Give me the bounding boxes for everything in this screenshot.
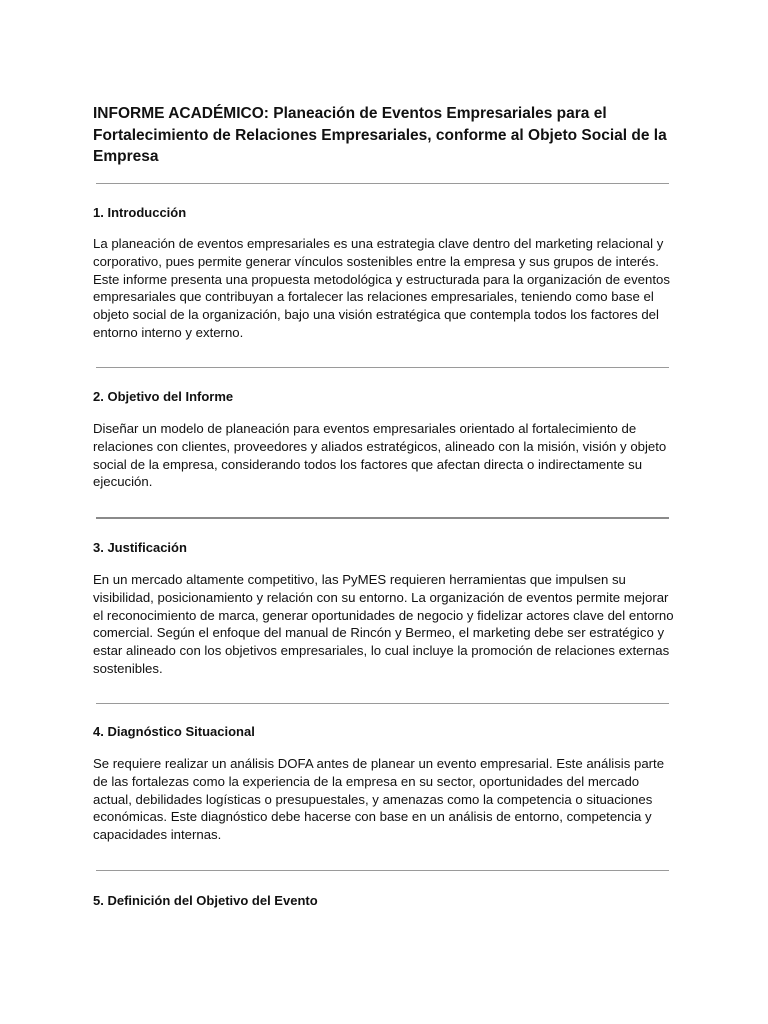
- section-heading-introduccion: 1. Introducción: [93, 205, 187, 220]
- section-heading-objetivo: 2. Objetivo del Informe: [93, 389, 234, 404]
- section-heading-justificacion: 3. Justificación: [93, 540, 187, 555]
- section-divider: [96, 870, 669, 871]
- section-body-diagnostico: Se requiere realizar un análisis DOFA antes de planear un evento empresarial. Este análisis parte de las fortalezas como la experiencia de la empresa en su sector, oportunidades del mercado actual, debilidades logísticas o presupuestales, y amenazas como la competencia o situaciones económicas. Este diagnóstico debe hacerse con base en un análisis de entorno, competencia y capacidades internas.: [93, 756, 665, 843]
- section-heading-definicion-objetivo: 5. Definición del Objetivo del Evento: [93, 893, 318, 908]
- section-body-introduccion: La planeación de eventos empresariales es una estrategia clave dentro del marketing relacional y corporativo, pues permite generar vínculos sostenibles entre la empresa y sus grupos de interés. Este informe presenta una propuesta metodológica y estructurada para la organización de eventos empresariales que contribuyan a fortalecer las relaciones empresariales, teniendo como base el objeto social de la organización, bajo una visión estratégica que contempla todos los factores del entorno interno y externo.: [93, 236, 670, 340]
- section-body-objetivo: Diseñar un modelo de planeación para eventos empresariales orientado al fortalecimiento de relaciones con clientes, proveedores y aliados estratégicos, alineado con la misión, visión y objeto social de la empresa, considerando todos los factores que afectan directa o indirectamente su ejecución.: [93, 421, 667, 490]
- section-heading-diagnostico: 4. Diagnóstico Situacional: [93, 724, 255, 739]
- section-divider: [96, 517, 669, 519]
- section-divider: [96, 367, 669, 368]
- section-divider: [96, 703, 669, 704]
- section-divider: [96, 183, 669, 184]
- section-body-justificacion: En un mercado altamente competitivo, las PyMES requieren herramientas que impulsen su visibilidad, posicionamiento y relación con su entorno. La organización de eventos permite mejorar el reconocimiento de marca, generar oportunidades de negocio y fidelizar actores clave del entorno comercial. Según el enfoque del manual de Rincón y Bermeo, el marketing debe ser estratégico y estar alineado con los objetivos empresariales, lo cual incluye la promoción de relaciones externas sostenibles.: [93, 572, 674, 676]
- document-title: INFORME ACADÉMICO: Planeación de Eventos Empresariales para el Fortalecimiento de Relaciones Empresariales, conforme al Objeto Social de la Empresa: [93, 105, 667, 165]
